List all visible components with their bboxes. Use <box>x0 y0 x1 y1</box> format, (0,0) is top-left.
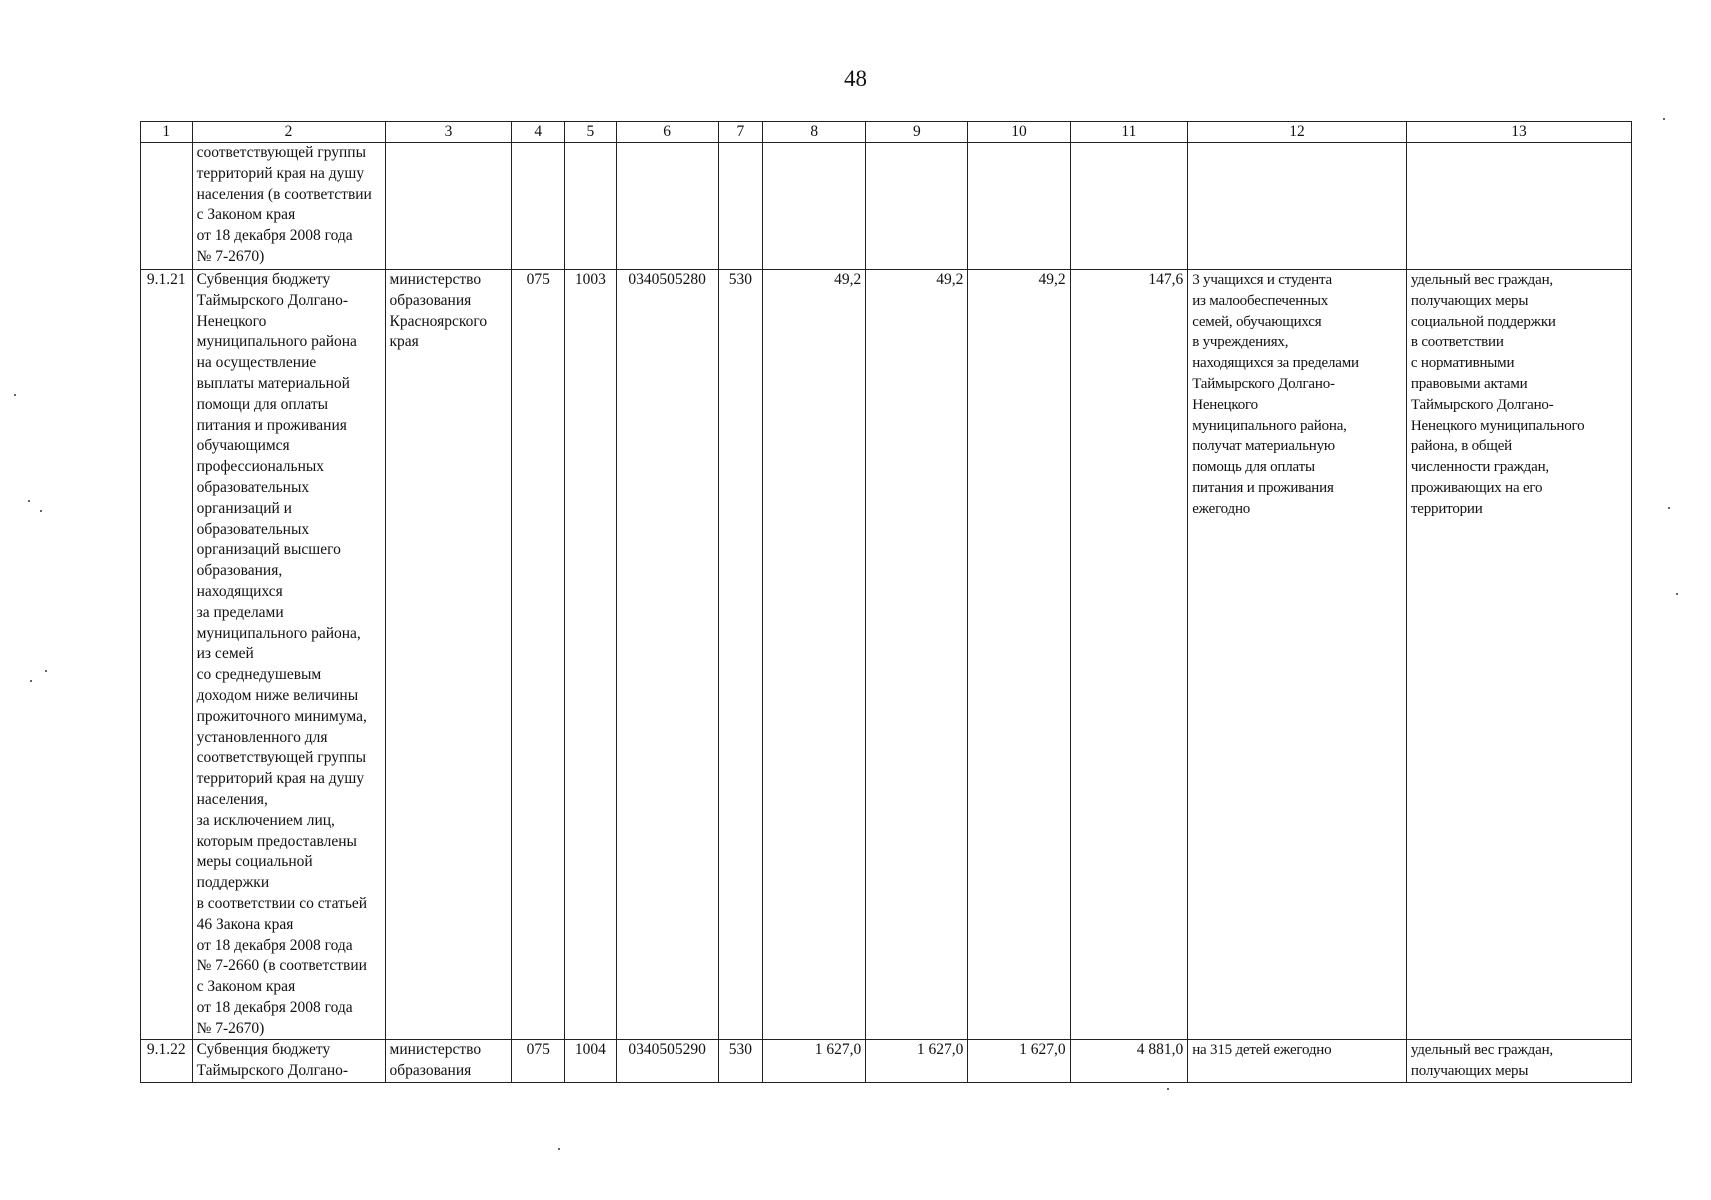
text-line: № 7-2660 (в соответствии <box>196 957 367 975</box>
cell-col4 <box>512 143 565 270</box>
column-header: 2 <box>192 122 385 143</box>
column-header: 13 <box>1406 122 1631 143</box>
text-line: получат материальную <box>1192 438 1335 455</box>
text-line: за пределами <box>196 603 284 621</box>
cell-col6 <box>616 143 718 270</box>
text-line: образования <box>389 1062 472 1080</box>
cell-col10: 49,2 <box>968 270 1070 1040</box>
table-row-continuation <box>141 143 1632 270</box>
cell-col8: 49,2 <box>763 270 866 1040</box>
cell-result <box>1188 270 1407 1040</box>
description-lines <box>197 143 381 268</box>
text-line: от 18 декабря 2008 года <box>196 936 353 954</box>
row-number: 9.1.22 <box>141 1040 193 1083</box>
text-line: от 18 декабря 2008 года <box>196 998 353 1016</box>
admin-lines <box>390 270 508 353</box>
text-line: Субвенция бюджету <box>196 1041 331 1059</box>
cell-col4: 075 <box>512 270 565 1040</box>
text-line: министерство <box>389 271 482 288</box>
cell-col5: 1003 <box>565 270 617 1040</box>
cell-num <box>141 143 193 270</box>
text-line: Таймырского Долгано- <box>1410 396 1554 413</box>
text-line: образования <box>389 291 472 309</box>
text-line: за исключением лиц, <box>196 811 335 829</box>
text-line: удельный вес граждан, <box>1410 1042 1553 1059</box>
text-line: населения, <box>196 790 268 808</box>
text-line: прожиточного минимума, <box>196 707 367 725</box>
text-line: с Законом края <box>196 978 296 996</box>
text-line: поддержки <box>196 874 270 892</box>
text-line: находящихся за пределами <box>1192 355 1359 372</box>
cell-col7: 530 <box>718 270 762 1040</box>
column-header: 6 <box>616 122 718 143</box>
text-line: Ненецкого муниципального <box>1410 417 1585 434</box>
text-line: социальной поддержки <box>1410 313 1556 330</box>
text-line: территории <box>1410 500 1483 517</box>
text-line: в соответствии со статьей <box>196 894 368 912</box>
cell-admin <box>385 270 512 1040</box>
text-line: организаций и <box>196 499 292 517</box>
table-row <box>141 1040 1632 1083</box>
text-line: № 7-2670) <box>196 247 265 265</box>
column-header: 9 <box>866 122 968 143</box>
text-line: 3 учащихся и студента <box>1192 272 1332 288</box>
cell-admin <box>385 1040 512 1083</box>
column-header: 11 <box>1070 122 1188 143</box>
text-line: проживающих на его <box>1410 479 1543 496</box>
scan-speck <box>1668 507 1670 509</box>
cell-result <box>1188 1040 1407 1083</box>
scan-speck <box>30 680 32 682</box>
indicator-lines <box>1411 1040 1627 1082</box>
text-line: которым предоставлены <box>196 832 357 850</box>
cell-col10: 1 627,0 <box>968 1040 1070 1083</box>
text-line: на осуществление <box>196 354 317 372</box>
text-line: муниципального района <box>196 333 357 351</box>
cell-col5 <box>565 143 617 270</box>
cell-col4: 075 <box>512 1040 565 1083</box>
column-header: 10 <box>968 122 1070 143</box>
text-line: территорий края на душу <box>196 164 365 182</box>
text-line: Таймырского Долгано- <box>196 1062 349 1080</box>
result-lines <box>1192 270 1402 520</box>
cell-col9: 49,2 <box>866 270 968 1040</box>
text-line: обучающимся <box>196 437 290 455</box>
text-line: меры социальной <box>196 853 313 871</box>
text-line: муниципального района, <box>196 624 361 642</box>
cell-description <box>192 143 385 270</box>
cell-indicator <box>1406 143 1631 270</box>
text-line: со среднедушевым <box>196 666 322 684</box>
page-number: 48 <box>844 66 867 91</box>
text-line: выплаты материальной <box>196 374 350 392</box>
cell-col8: 1 627,0 <box>763 1040 866 1083</box>
text-line: организаций высшего <box>196 541 341 559</box>
column-header: 7 <box>718 122 762 143</box>
column-header: 8 <box>763 122 866 143</box>
budget-table <box>140 121 1632 1083</box>
table-row <box>141 270 1632 1040</box>
scan-speck <box>558 1148 560 1150</box>
text-line: Таймырского Долгано- <box>196 291 349 309</box>
text-line: образовательных <box>196 478 310 496</box>
cell-col6: 0340505280 <box>616 270 718 1040</box>
text-line: удельный вес граждан, <box>1410 272 1553 288</box>
text-line: муниципального района, <box>1192 417 1347 434</box>
text-line: в соответствии <box>1410 334 1504 351</box>
text-line: образовательных <box>196 520 310 538</box>
text-line: района, в общей <box>1410 438 1512 455</box>
admin-lines <box>390 1040 508 1082</box>
cell-col6: 0340505290 <box>616 1040 718 1083</box>
cell-col11: 4 881,0 <box>1070 1040 1188 1083</box>
cell-col7: 530 <box>718 1040 762 1083</box>
row-number: 9.1.21 <box>141 270 193 1040</box>
cell-indicator <box>1406 1040 1631 1083</box>
text-line: Ненецкого <box>196 312 267 330</box>
text-line: от 18 декабря 2008 года <box>196 227 353 245</box>
cell-col10 <box>968 143 1070 270</box>
scan-speck <box>1663 118 1665 120</box>
text-line: численности граждан, <box>1410 459 1549 476</box>
column-header: 3 <box>385 122 512 143</box>
text-line: профессиональных <box>196 458 325 476</box>
cell-col9 <box>866 143 968 270</box>
column-header: 5 <box>565 122 617 143</box>
text-line: установленного для <box>196 728 328 746</box>
text-line: получающих меры <box>1410 292 1529 309</box>
text-line: помощь для оплаты <box>1192 459 1315 476</box>
scan-speck <box>28 500 30 502</box>
cell-col7 <box>718 143 762 270</box>
cell-result <box>1188 143 1407 270</box>
text-line: питания и проживания <box>1192 479 1334 496</box>
text-line: питания и проживания <box>196 416 347 434</box>
text-line: Ненецкого <box>1192 396 1258 413</box>
text-line: с Законом края <box>196 206 296 224</box>
description-lines <box>197 1040 381 1082</box>
text-line: помощи для оплаты <box>196 395 329 413</box>
text-line: министерство <box>389 1041 482 1059</box>
text-line: 46 Закона края <box>196 915 294 933</box>
cell-admin <box>385 143 512 270</box>
scan-speck <box>1676 593 1678 595</box>
indicator-lines <box>1411 270 1627 520</box>
text-line: семей, обучающихся <box>1192 313 1322 330</box>
result-lines <box>1192 1040 1402 1061</box>
text-line: с нормативными <box>1410 355 1515 372</box>
scan-speck <box>45 670 47 672</box>
text-line: соответствующей группы <box>196 144 367 161</box>
text-line: образования, <box>196 562 283 580</box>
column-header: 12 <box>1188 122 1407 143</box>
scan-speck <box>1167 1088 1169 1090</box>
cell-col11: 147,6 <box>1070 270 1188 1040</box>
text-line: в учреждениях, <box>1192 334 1289 351</box>
cell-indicator <box>1406 270 1631 1040</box>
text-line: Красноярского <box>389 312 488 330</box>
scan-speck <box>40 510 42 512</box>
text-line: Субвенция бюджету <box>196 271 331 288</box>
cell-description <box>192 270 385 1040</box>
text-line: соответствующей группы <box>196 749 367 767</box>
description-lines <box>197 270 381 1039</box>
cell-description <box>192 1040 385 1083</box>
text-line: на 315 детей ежегодно <box>1192 1042 1332 1059</box>
text-line: № 7-2670) <box>196 1019 265 1037</box>
text-line: правовыми актами <box>1410 375 1528 392</box>
text-line: получающих меры <box>1410 1063 1529 1080</box>
text-line: из семей <box>196 645 254 663</box>
text-line: Таймырского Долгано- <box>1192 375 1335 392</box>
text-line: из малообеспеченных <box>1192 292 1329 309</box>
cell-col9: 1 627,0 <box>866 1040 968 1083</box>
text-line: территорий края на душу <box>196 770 365 788</box>
cell-col11 <box>1070 143 1188 270</box>
table-header-row <box>141 122 1632 143</box>
scan-speck <box>14 394 16 396</box>
text-line: края <box>389 333 419 351</box>
text-line: населения (в соответствии <box>196 185 372 203</box>
text-line: ежегодно <box>1192 500 1251 517</box>
column-header: 1 <box>141 122 193 143</box>
column-header: 4 <box>512 122 565 143</box>
cell-col8 <box>763 143 866 270</box>
text-line: находящихся <box>196 582 283 600</box>
text-line: доходом ниже величины <box>196 686 359 704</box>
cell-col5: 1004 <box>565 1040 617 1083</box>
